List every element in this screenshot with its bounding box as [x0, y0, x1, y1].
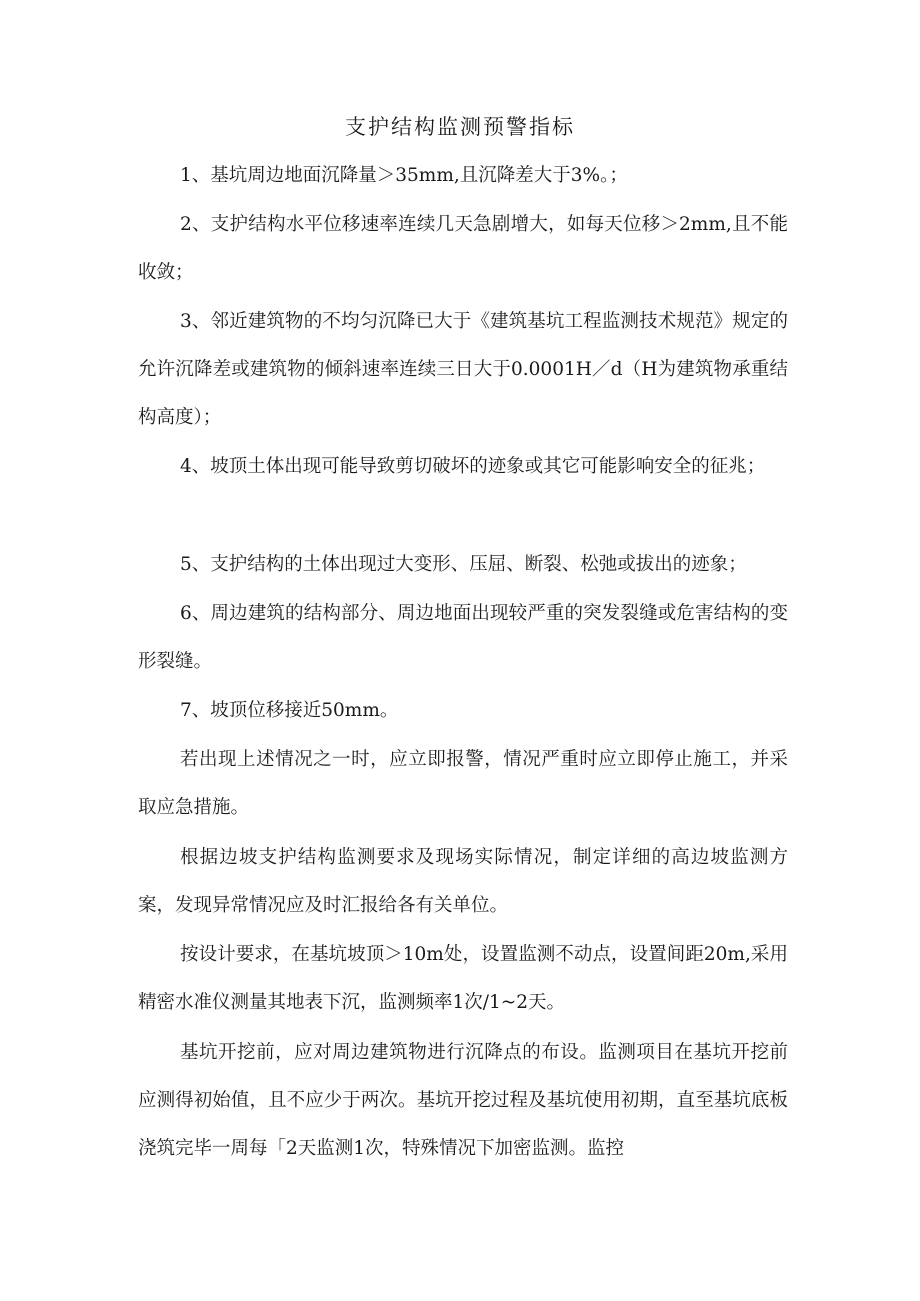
paragraph-benchmark-setup: 按设计要求，在基坑坡顶＞10m处，设置监测不动点，设置间距20m,采用精密水准仪测量其地表下沉，监测频率1次/1~2天。: [138, 944, 788, 1013]
paragraph-item-1: 1、基坑周边地面沉降量＞35mm,且沉降差大于3%。；: [180, 165, 628, 186]
paragraph-item-3: 3、邻近建筑物的不均匀沉降已大于《建筑基坑工程监测技术规范》规定的允许沉降差或建筑物的倾斜速率连续三日大于0.0001H／d（H为建筑物承重结构高度）；: [138, 311, 788, 428]
paragraph-alarm-response: 若出现上述情况之一时，应立即报警，情况严重时应立即停止施工，并采取应急措施。: [138, 749, 788, 818]
paragraph-item-6: 6、周边建筑的结构部分、周边地面出现较严重的突发裂缝或危害结构的变形裂缝。: [138, 603, 788, 672]
paragraph-settlement-points: 基坑开挖前，应对周边建筑物进行沉降点的布设。监测项目在基坑开挖前应测得初始值，且不应少于两次。基坑开挖过程及基坑使用初期，直至基坑底板浇筑完毕一周每「2天监测1次，特殊情况下加密监测。监控: [138, 1042, 788, 1159]
paragraph-item-7: 7、坡顶位移接近50mm。: [180, 700, 399, 721]
paragraph-item-4: 4、坡顶土体出现可能导致剪切破坏的迹象或其它可能影响安全的征兆；: [180, 456, 766, 477]
paragraph-item-5: 5、支护结构的土体出现过大变形、压屈、断裂、松弛或拔出的迹象；: [180, 554, 747, 575]
paragraph-monitoring-plan: 根据边坡支护结构监测要求及现场实际情况，制定详细的高边坡监测方案，发现异常情况应及时汇报给各有关单位。: [138, 847, 788, 916]
document-title: 支护结构监测预警指标: [345, 115, 575, 139]
paragraph-item-2: 2、支护结构水平位移速率连续几天急剧增大，如每天位移＞2mm,且不能收敛；: [138, 214, 788, 283]
